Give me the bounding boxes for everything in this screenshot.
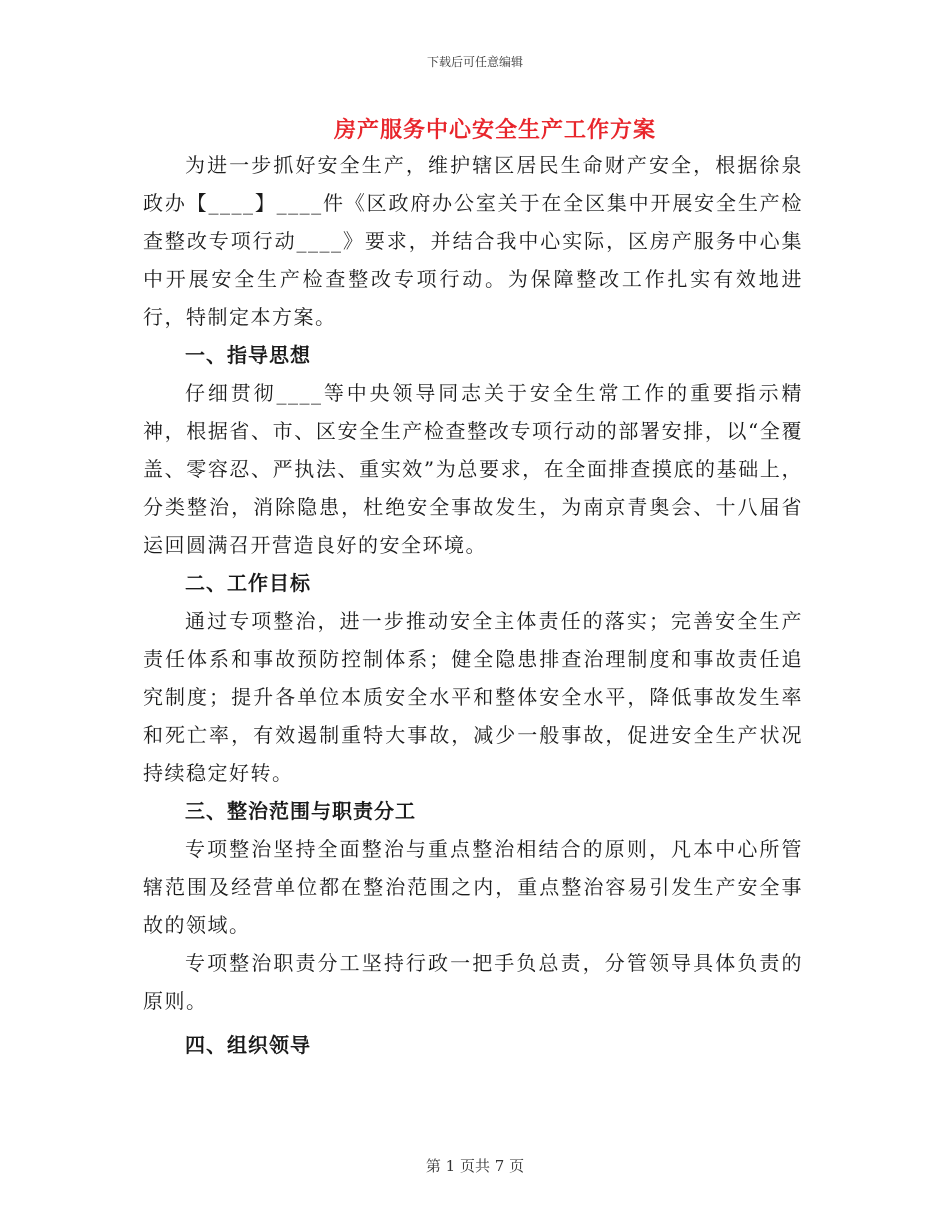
section-heading-1: 一、指导思想 <box>185 343 311 367</box>
section-heading-3: 三、整治范围与职责分工 <box>185 799 416 823</box>
section-3-paragraph-2: 专项整治职责分工坚持行政一把手负总责，分管领导具体负责的原则。 <box>143 951 803 1013</box>
intro-paragraph: 为进一步抓好安全生产，维护辖区居民生命财产安全，根据徐泉政办【____】____件《区政府办公室关于在全区集中开展安全生产检查整改专项行动____》要求，并结合我中心实际，区房产服务中心集中开展安全生产检查整改专项行动。为保障整改工作扎实有效地进行，特制定本方案。 <box>143 153 803 329</box>
section-3-paragraph-1: 专项整治坚持全面整治与重点整治相结合的原则，凡本中心所管辖范围及经营单位都在整治范围之内，重点整治容易引发生产安全事故的领域。 <box>143 837 803 937</box>
section-heading-2: 二、工作目标 <box>185 571 311 595</box>
section-1-paragraph: 仔细贯彻____等中央领导同志关于安全生常工作的重要指示精神，根据省、市、区安全生产检查整改专项行动的部署安排，以“全覆盖、零容忍、严执法、重实效”为总要求，在全面排查摸底的基础上，分类整治，消除隐患，杜绝安全事故发生，为南京青奥会、十八届省运回圆满召开营造良好的安全环境。 <box>143 381 803 557</box>
section-2-paragraph: 通过专项整治，进一步推动安全主体责任的落实；完善安全生产责任体系和事故预防控制体系；健全隐患排查治理制度和事故责任追究制度；提升各单位本质安全水平和整体安全水平，降低事故发生率和死亡率，有效遏制重特大事故，减少一般事故，促进安全生产状况持续稳定好转。 <box>143 609 803 785</box>
header-note: 下载后可任意编辑 <box>426 55 523 69</box>
page-footer: 第 1 页共 7 页 <box>425 1157 525 1175</box>
document-title: 房产服务中心安全生产工作方案 <box>333 117 656 143</box>
section-heading-4: 四、组织领导 <box>185 1033 311 1057</box>
document-body <box>143 146 803 1064</box>
